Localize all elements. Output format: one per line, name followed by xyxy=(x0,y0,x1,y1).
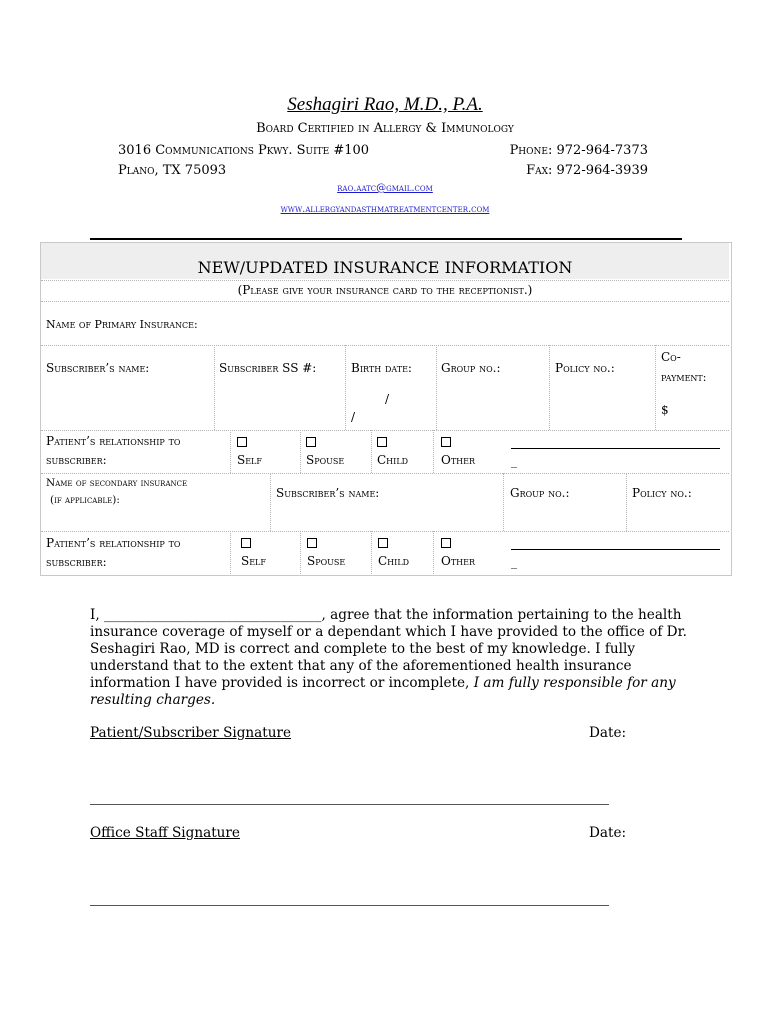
secondary-group-field[interactable]: Group no.: xyxy=(510,486,570,500)
practice-name: Seshagiri Rao, M.D., P.A. xyxy=(287,94,483,115)
checkbox[interactable] xyxy=(378,538,388,548)
birth-date-field[interactable]: Birth date: xyxy=(351,361,412,375)
relationship-option-other[interactable] xyxy=(441,432,475,470)
checkbox[interactable] xyxy=(441,538,451,548)
option-label: Self xyxy=(241,554,266,568)
divider xyxy=(41,531,729,532)
checkbox[interactable] xyxy=(307,538,317,548)
patient-signature-line[interactable] xyxy=(90,804,609,805)
divider xyxy=(655,345,656,430)
checkbox[interactable] xyxy=(441,437,451,447)
relationship-label-line: Patient’s relationship to xyxy=(46,434,181,448)
relationship-option-child[interactable] xyxy=(377,432,408,470)
option-label: Other xyxy=(441,453,476,467)
checkbox[interactable] xyxy=(241,538,251,548)
relationship-label-line: Patient’s relationship to xyxy=(46,536,181,550)
address-line-1: 3016 Communications Pkwy. Suite #100 xyxy=(118,143,370,158)
email-link[interactable]: rao.aatc@gmail.com xyxy=(337,183,433,194)
copay-currency: $ xyxy=(661,403,669,417)
relationship-label-line: subscriber: xyxy=(46,555,107,569)
divider xyxy=(371,531,372,574)
agreement-emphasis: I am fully responsible for any resulting charges. xyxy=(90,675,676,708)
staff-signature-label: Office Staff Signature xyxy=(90,825,240,841)
secondary-relationship-label xyxy=(46,534,180,572)
secondary-subscriber-field[interactable]: Subscriber’s name: xyxy=(276,486,380,500)
policy-no-field[interactable]: Policy no.: xyxy=(555,361,615,375)
birth-date-slash: / xyxy=(385,392,390,406)
secondary-option-spouse[interactable] xyxy=(307,533,345,571)
agreement-paragraph xyxy=(90,607,690,709)
divider xyxy=(300,430,301,473)
divider xyxy=(433,430,434,473)
staff-date-label: Date: xyxy=(589,825,627,841)
option-label: Other xyxy=(441,554,476,568)
option-label: Spouse xyxy=(306,453,345,467)
other-specify-line[interactable] xyxy=(511,549,720,550)
checkbox[interactable] xyxy=(306,437,316,447)
secondary-policy-field[interactable]: Policy no.: xyxy=(632,486,692,500)
option-label: Child xyxy=(377,453,409,467)
divider xyxy=(549,345,550,430)
divider xyxy=(300,531,301,574)
staff-signature-line[interactable] xyxy=(90,905,609,906)
divider xyxy=(503,473,504,531)
divider xyxy=(41,280,729,281)
divider xyxy=(41,345,729,346)
secondary-label-line: (if applicable): xyxy=(50,494,120,506)
other-specify-underscore: _ xyxy=(511,454,517,468)
secondary-option-child[interactable] xyxy=(378,533,409,571)
contact-block xyxy=(510,141,648,181)
form-title: NEW/UPDATED INSURANCE INFORMATION xyxy=(197,258,573,277)
relationship-option-spouse[interactable] xyxy=(306,432,344,470)
divider xyxy=(436,345,437,430)
board-certification: Board Certified in Allergy & Immunology xyxy=(256,121,514,136)
relationship-option-self[interactable] xyxy=(237,432,262,470)
patient-signature-label: Patient/Subscriber Signature xyxy=(90,725,292,741)
divider xyxy=(41,301,729,302)
form-subtitle: (Please give your insurance card to the receptionist.) xyxy=(237,283,533,297)
option-label: Child xyxy=(378,554,410,568)
copay-label: Co- xyxy=(661,350,681,364)
option-label: Self xyxy=(237,453,262,467)
website-link[interactable]: www.allergyandasthmatreatmentcenter.com xyxy=(280,204,490,215)
patient-date-label: Date: xyxy=(589,725,627,741)
divider xyxy=(41,430,729,431)
secondary-insurance-field[interactable] xyxy=(46,475,187,509)
header-divider xyxy=(90,238,682,240)
agreement-text: I, ________________________________, agree that the information pertaining to the health insurance coverage of myself or a dependant which I have provided to the office of Dr. Seshagiri Rao, MD is correct and complete to the best of my knowledge. I fully understand that to the extent that any of the aforementioned health insurance information I have provided is incorrect or incomplete, xyxy=(90,607,687,691)
relationship-label xyxy=(46,432,180,470)
divider xyxy=(230,531,231,574)
subscriber-ss-field[interactable]: Subscriber SS #: xyxy=(219,361,317,375)
other-specify-underscore: _ xyxy=(511,555,517,569)
divider xyxy=(371,430,372,473)
secondary-option-other[interactable] xyxy=(441,533,475,571)
secondary-option-self[interactable] xyxy=(241,533,266,571)
subscriber-name-field[interactable]: Subscriber’s name: xyxy=(46,361,150,375)
divider xyxy=(433,531,434,574)
secondary-label-line: Name of secondary insurance xyxy=(46,477,188,489)
address-line-2: Plano, TX 75093 xyxy=(118,163,227,178)
divider xyxy=(345,345,346,430)
birth-date-slash: / xyxy=(351,410,356,424)
other-specify-line[interactable] xyxy=(511,448,720,449)
group-no-field[interactable]: Group no.: xyxy=(441,361,501,375)
checkbox[interactable] xyxy=(377,437,387,447)
option-label: Spouse xyxy=(307,554,346,568)
phone-number: Phone: 972-964-7373 xyxy=(509,143,648,158)
checkbox[interactable] xyxy=(237,437,247,447)
divider xyxy=(626,473,627,531)
address-block xyxy=(118,141,369,181)
copay-label[interactable]: payment: xyxy=(661,371,707,384)
relationship-label-line: subscriber: xyxy=(46,453,107,467)
divider xyxy=(270,473,271,531)
primary-insurance-field[interactable]: Name of Primary Insurance: xyxy=(46,318,198,331)
divider xyxy=(214,345,215,430)
fax-number: Fax: 972-964-3939 xyxy=(526,163,648,178)
divider xyxy=(230,430,231,473)
